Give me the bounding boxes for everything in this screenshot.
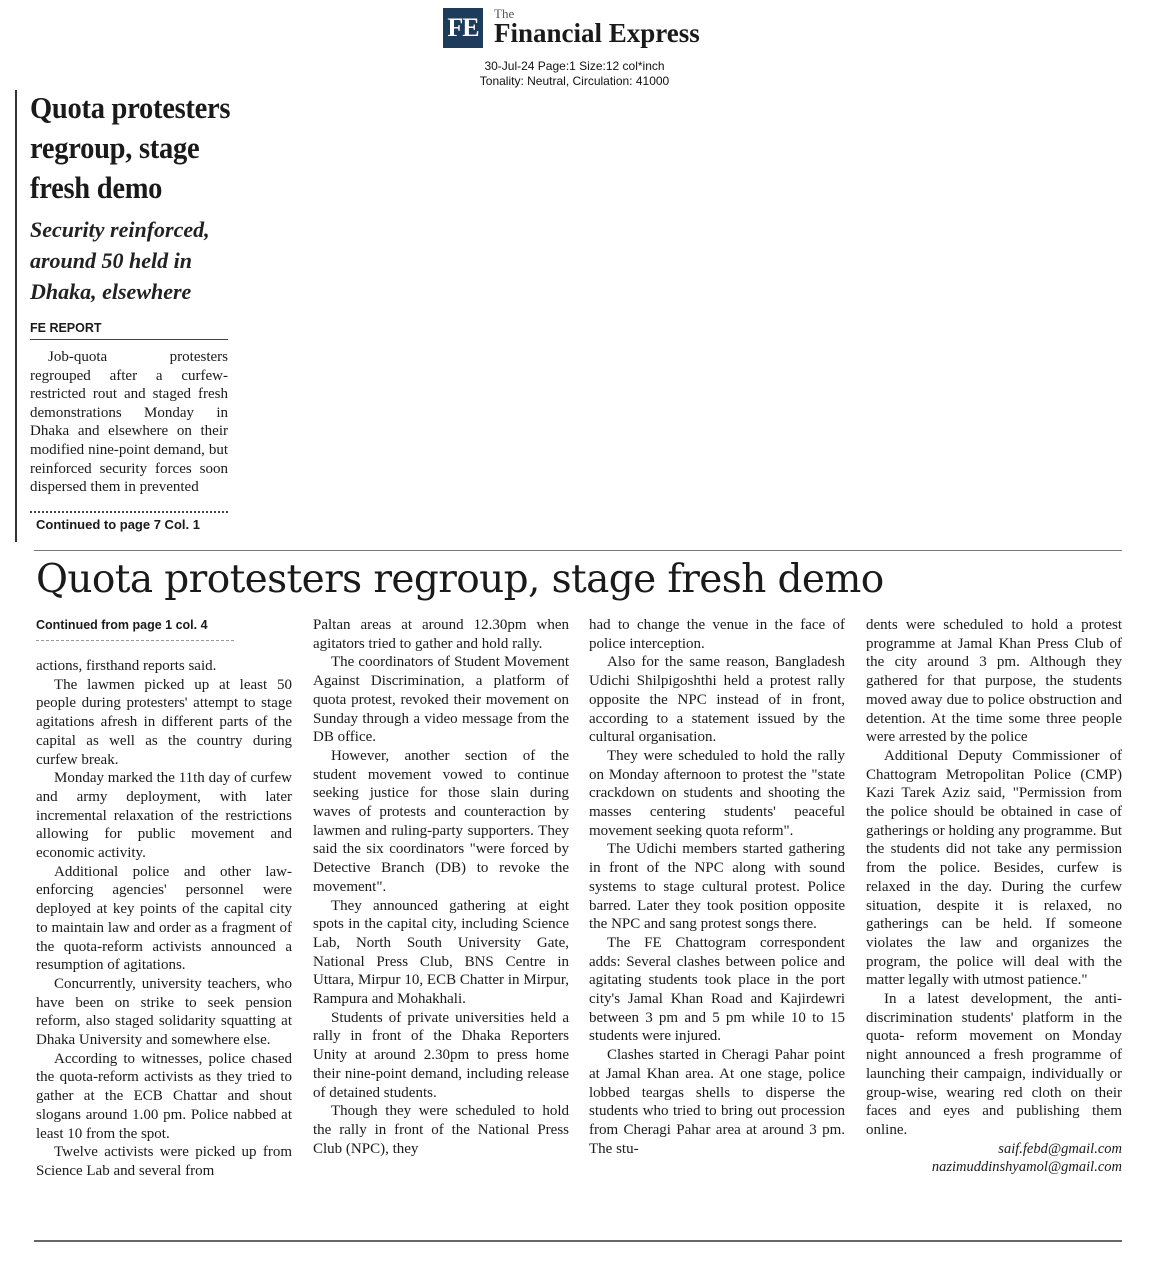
continued-to-label: Continued to page 7 Col. 1 — [36, 516, 200, 532]
logo-the: The — [494, 6, 515, 21]
paragraph: Twelve activists were picked up from Science Lab and several from — [36, 1144, 292, 1179]
teaser-headline-line: Quota protesters — [30, 90, 231, 125]
paragraph: According to witnesses, police chased the quota-reform activists as they tried to gather at the ECB Chattar and shout slogans around 1.00 pm. Police nabbed at least 10 from the spot. — [36, 1050, 292, 1142]
article-headline: Quota protesters regroup, stage fresh demo — [36, 557, 884, 602]
article-column-4 — [866, 616, 1122, 1177]
fe-logo-icon: FE — [443, 8, 483, 48]
paragraph: The Udichi members started gathering in front of the NPC along with sound systems to stage cultural protest. Police barred. Later they took position opposite the NPC and sang protest songs there. — [589, 841, 845, 933]
teaser-body: Job-quota protesters regrouped after a curfew-restricted rout and staged fresh demonstrations Monday in Dhaka and elsewhere on their modified nine-point demand, but reinforced security forces soon dispersed them in prevented — [30, 349, 228, 496]
article-top-rule — [34, 550, 1122, 551]
paragraph: Though they were scheduled to hold the rally in front of the National Press Club (NPC), they — [313, 1103, 569, 1157]
byline: FE REPORT — [30, 321, 228, 340]
clipping-meta-tonality: Tonality: Neutral, Circulation: 41000 — [479, 74, 670, 88]
paragraph: The lawmen picked up at least 50 people during protesters' attempt to stage agitations afresh in different parts of the capital as well as the country during curfew break. — [36, 676, 292, 768]
paragraph: Additional police and other law-enforcing agencies' personnel were deployed at key points of the capital city to maintain law and order as a fragment of the quota-reform activists announced a resumption of agitations. — [36, 863, 292, 974]
paragraph: They announced gathering at eight spots in the capital city, including Science Lab, North South University Gate, National Press Club, BNS Centre in Uttara, Mirpur 10, ECB Chatter in Mirpur, Rampura and Mohakhali. — [313, 897, 569, 1008]
author-email: saif.febd@gmail.com — [998, 1140, 1122, 1157]
author-email: nazimuddinshyamol@gmail.com — [931, 1159, 1122, 1176]
continued-from-label: Continued from page 1 col. 4 — [36, 616, 234, 641]
paragraph: Concurrently, university teachers, who have been on strike to seek pension reform, also staged solidarity squatting at Dhaka University and somewhere else. — [36, 975, 292, 1049]
paragraph: However, another section of the student movement vowed to continue seeking justice for those slain during waves of protests and counteraction by lawmen and ruling-party supporters. They said the six coordinators "were forced by Detective Branch (DB) to revoke the movement". — [313, 747, 569, 895]
article-bottom-rule — [34, 1240, 1122, 1242]
clipping-meta-date: 30-Jul-24 Page:1 Size:12 col*inch — [484, 59, 665, 73]
article-column-3 — [589, 616, 845, 1158]
paragraph: They were scheduled to hold the rally on Monday afternoon to protest the "state crackdown on students and shooting the masses centering students' peaceful movement seeking quota reform". — [589, 747, 845, 839]
paragraph: Clashes started in Cheragi Pahar point at Jamal Khan area. At one stage, police lobbed teargas shells to disperse the students who tried to bring out procession from Cheragi Pahar area at around 3 pm. The stu- — [589, 1047, 845, 1157]
paragraph: dents were scheduled to hold a protest programme at Jamal Khan Press Club of the city around 3 pm. Although they gathered for that purpose, the students moved away due to police obstruction and detention. At the time some three people were arrested by the police — [866, 617, 1122, 746]
dotted-divider — [30, 511, 228, 513]
article-column-1 — [36, 616, 292, 1181]
paragraph: Additional Deputy Commissioner of Chattogram Metropolitan Police (CMP) Kazi Tarek Aziz said, "Permission from the police should be obtained in case of gatherings or holding any programme. But the students did not take any permission from the police. Besides, curfew is relaxed in the day. During the curfew situation, despite it is relaxed, no gatherings can be held. If someone violates the law and organizes the program, the police will deal with the matter legally with utmost patience." — [866, 747, 1122, 989]
teaser-subheadline: Security reinforced, around 50 held in Dhaka, elsewhere — [30, 217, 210, 304]
publication-name: Financial Express — [494, 18, 700, 48]
paragraph: The coordinators of Student Movement Against Discrimination, a platform of quota protest, revoked their movement on Sunday through a video message from the DB office. — [313, 654, 569, 746]
front-page-teaser — [30, 88, 231, 532]
paragraph: Also for the same reason, Bangladesh Udichi Shilpigoshthi held a protest rally opposite the NPC instead of in front, according to a statement issued by the cultural organisation. — [589, 654, 845, 746]
paragraph: Students of private universities held a rally in front of the Dhaka Reporters Unity at around 2.30pm to press home their nine-point demand, including release of detained students. — [313, 1009, 569, 1101]
paragraph: The FE Chattogram correspondent adds: Several clashes between police and agitating students took place in the port city's Jamal Khan Road and Kajirdewri between 3 pm and 5 pm while 10 to 15 students were injured. — [589, 934, 845, 1045]
paragraph: In a latest development, the anti-discrimination students' platform in the quota- reform movement on Monday night announced a fresh programme of launching their campaign, individually or group-wise, wearing red cloth on their faces and eyes and publishing them online. — [866, 991, 1122, 1138]
paragraph: actions, firsthand reports said. — [36, 658, 217, 674]
teaser-headline — [30, 88, 231, 208]
paragraph: Paltan areas at around 12.30pm when agitators tried to gather and hold rally. — [313, 617, 569, 652]
teaser-headline-line: fresh demo — [30, 170, 163, 205]
teaser-headline-line: regroup, stage — [30, 130, 200, 165]
paragraph: had to change the venue in the face of police interception. — [589, 617, 845, 652]
article-column-2 — [313, 616, 569, 1158]
paragraph: Monday marked the 11th day of curfew and army deployment, with later incremental relaxation of the restrictions allowing for public movement and economic activity. — [36, 770, 292, 862]
teaser-rule — [15, 90, 17, 542]
